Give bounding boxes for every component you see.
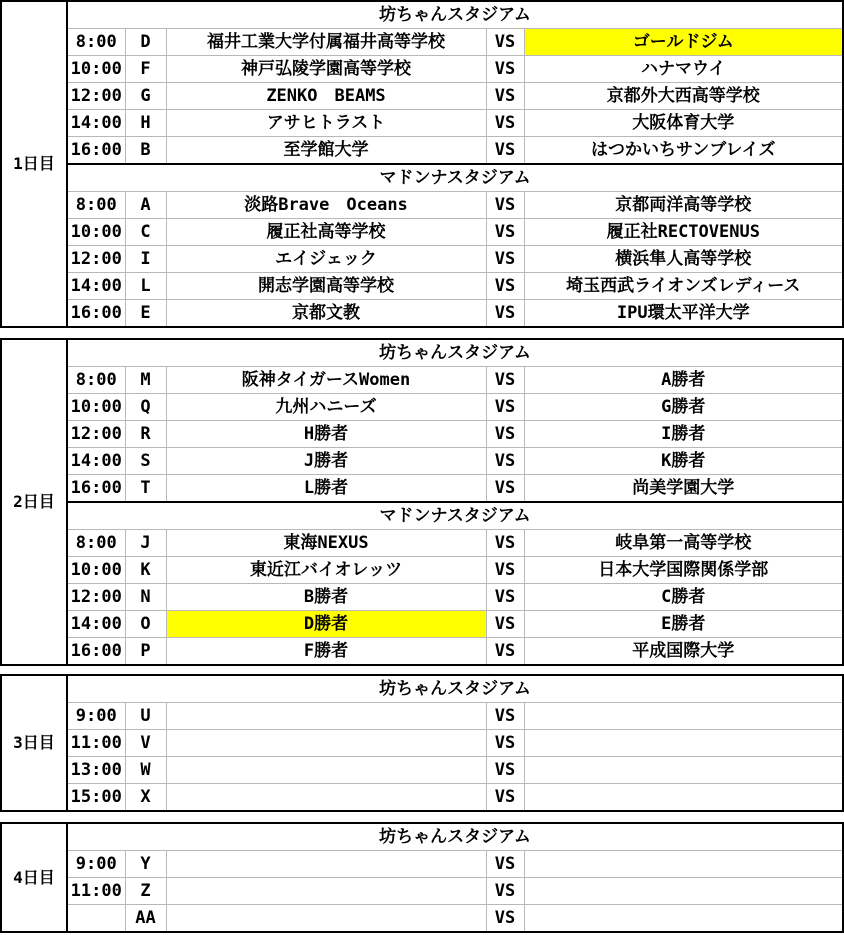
home-team: 神戸弘陵学園高等学校	[166, 56, 486, 83]
away-team: G勝者	[524, 394, 843, 421]
match-time: 16:00	[67, 300, 125, 328]
vs-label: VS	[486, 56, 524, 83]
home-team: L勝者	[166, 475, 486, 503]
match-time: 12:00	[67, 584, 125, 611]
match-time: 13:00	[67, 757, 125, 784]
match-code: H	[125, 110, 166, 137]
vs-label: VS	[486, 273, 524, 300]
match-time: 10:00	[67, 219, 125, 246]
match-code: W	[125, 757, 166, 784]
away-team: 大阪体育大学	[524, 110, 843, 137]
vs-label: VS	[486, 611, 524, 638]
match-time: 14:00	[67, 110, 125, 137]
away-team	[524, 757, 843, 784]
vs-label: VS	[486, 703, 524, 730]
home-team	[166, 730, 486, 757]
vs-label: VS	[486, 110, 524, 137]
match-code: Z	[125, 878, 166, 905]
home-team: 履正社高等学校	[166, 219, 486, 246]
match-row	[1, 300, 843, 328]
home-team: J勝者	[166, 448, 486, 475]
away-team: ゴールドジム	[524, 29, 843, 56]
stadium-header-row	[1, 823, 843, 851]
match-code: T	[125, 475, 166, 503]
vs-label: VS	[486, 475, 524, 503]
away-team: ハナマウイ	[524, 56, 843, 83]
match-time: 10:00	[67, 557, 125, 584]
away-team	[524, 905, 843, 933]
stadium-name: 坊ちゃんスタジアム	[67, 1, 843, 29]
home-team: 至学館大学	[166, 137, 486, 165]
match-code: F	[125, 56, 166, 83]
home-team: H勝者	[166, 421, 486, 448]
away-team: 日本大学国際関係学部	[524, 557, 843, 584]
match-code: O	[125, 611, 166, 638]
away-team: 横浜隼人高等学校	[524, 246, 843, 273]
vs-label: VS	[486, 878, 524, 905]
away-team	[524, 784, 843, 812]
away-team	[524, 851, 843, 878]
match-row	[1, 448, 843, 475]
vs-label: VS	[486, 246, 524, 273]
match-row	[1, 878, 843, 905]
home-team	[166, 784, 486, 812]
stadium-name: 坊ちゃんスタジアム	[67, 823, 843, 851]
away-team: 尚美学園大学	[524, 475, 843, 503]
vs-label: VS	[486, 83, 524, 110]
match-time: 15:00	[67, 784, 125, 812]
away-team: I勝者	[524, 421, 843, 448]
match-row	[1, 557, 843, 584]
home-team: F勝者	[166, 638, 486, 666]
home-team	[166, 905, 486, 933]
match-row	[1, 246, 843, 273]
home-team: ZENKO BEAMS	[166, 83, 486, 110]
vs-label: VS	[486, 905, 524, 933]
vs-label: VS	[486, 757, 524, 784]
away-team: はつかいちサンブレイズ	[524, 137, 843, 165]
match-row	[1, 367, 843, 394]
match-row	[1, 137, 843, 165]
match-time: 14:00	[67, 448, 125, 475]
home-team: 京都文教	[166, 300, 486, 328]
away-team: C勝者	[524, 584, 843, 611]
match-row	[1, 421, 843, 448]
vs-label: VS	[486, 137, 524, 165]
match-row	[1, 905, 843, 933]
match-code: N	[125, 584, 166, 611]
match-row	[1, 56, 843, 83]
match-time: 10:00	[67, 56, 125, 83]
match-time: 8:00	[67, 192, 125, 219]
vs-label: VS	[486, 300, 524, 328]
away-team: 京都外大西高等学校	[524, 83, 843, 110]
day-label: 3日目	[1, 675, 67, 811]
match-row	[1, 851, 843, 878]
match-code: I	[125, 246, 166, 273]
away-team: IPU環太平洋大学	[524, 300, 843, 328]
vs-label: VS	[486, 638, 524, 666]
vs-label: VS	[486, 421, 524, 448]
match-code: S	[125, 448, 166, 475]
match-time: 10:00	[67, 394, 125, 421]
vs-label: VS	[486, 448, 524, 475]
away-team: 履正社RECTOVENUS	[524, 219, 843, 246]
match-time: 11:00	[67, 878, 125, 905]
match-row	[1, 273, 843, 300]
match-time: 16:00	[67, 638, 125, 666]
match-row	[1, 730, 843, 757]
match-row	[1, 29, 843, 56]
away-team: 平成国際大学	[524, 638, 843, 666]
away-team	[524, 878, 843, 905]
day-schedule-table	[0, 338, 844, 666]
match-time: 8:00	[67, 367, 125, 394]
match-row	[1, 638, 843, 666]
match-code: L	[125, 273, 166, 300]
vs-label: VS	[486, 530, 524, 557]
home-team	[166, 703, 486, 730]
vs-label: VS	[486, 730, 524, 757]
match-code: G	[125, 83, 166, 110]
home-team: エイジェック	[166, 246, 486, 273]
day-label: 4日目	[1, 823, 67, 932]
stadium-header-row	[1, 339, 843, 367]
match-code: J	[125, 530, 166, 557]
match-row	[1, 703, 843, 730]
match-time: 14:00	[67, 273, 125, 300]
match-code: K	[125, 557, 166, 584]
home-team: 淡路Brave Oceans	[166, 192, 486, 219]
away-team: A勝者	[524, 367, 843, 394]
vs-label: VS	[486, 851, 524, 878]
match-row	[1, 394, 843, 421]
home-team: 開志学園高等学校	[166, 273, 486, 300]
stadium-name: 坊ちゃんスタジアム	[67, 339, 843, 367]
match-code: AA	[125, 905, 166, 933]
match-code: D	[125, 29, 166, 56]
match-code: A	[125, 192, 166, 219]
match-time: 8:00	[67, 530, 125, 557]
match-code: Q	[125, 394, 166, 421]
day-label: 1日目	[1, 1, 67, 327]
home-team: 東近江バイオレッツ	[166, 557, 486, 584]
match-time: 11:00	[67, 730, 125, 757]
match-time: 14:00	[67, 611, 125, 638]
stadium-name: 坊ちゃんスタジアム	[67, 675, 843, 703]
match-time: 12:00	[67, 246, 125, 273]
home-team	[166, 757, 486, 784]
home-team: 福井工業大学付属福井高等学校	[166, 29, 486, 56]
match-row	[1, 475, 843, 503]
vs-label: VS	[486, 219, 524, 246]
match-row	[1, 110, 843, 137]
day-schedule-table	[0, 0, 844, 328]
match-time: 16:00	[67, 475, 125, 503]
away-team	[524, 730, 843, 757]
match-code: B	[125, 137, 166, 165]
match-time: 8:00	[67, 29, 125, 56]
stadium-header-row	[1, 1, 843, 29]
match-row	[1, 530, 843, 557]
match-code: V	[125, 730, 166, 757]
match-row	[1, 757, 843, 784]
match-code: U	[125, 703, 166, 730]
match-time: 9:00	[67, 851, 125, 878]
home-team: 東海NEXUS	[166, 530, 486, 557]
away-team: 岐阜第一高等学校	[524, 530, 843, 557]
home-team: B勝者	[166, 584, 486, 611]
vs-label: VS	[486, 394, 524, 421]
home-team: 阪神タイガースWomen	[166, 367, 486, 394]
match-row	[1, 611, 843, 638]
vs-label: VS	[486, 29, 524, 56]
match-code: Y	[125, 851, 166, 878]
away-team: 京都両洋高等学校	[524, 192, 843, 219]
home-team	[166, 878, 486, 905]
vs-label: VS	[486, 557, 524, 584]
match-code: E	[125, 300, 166, 328]
match-row	[1, 784, 843, 812]
match-time: 12:00	[67, 83, 125, 110]
home-team: D勝者	[166, 611, 486, 638]
match-code: P	[125, 638, 166, 666]
away-team: K勝者	[524, 448, 843, 475]
match-time	[67, 905, 125, 933]
away-team	[524, 703, 843, 730]
match-row	[1, 192, 843, 219]
day-schedule-table	[0, 822, 844, 933]
stadium-header-row	[1, 502, 843, 530]
match-time: 16:00	[67, 137, 125, 165]
vs-label: VS	[486, 192, 524, 219]
away-team: 埼玉西武ライオンズレディース	[524, 273, 843, 300]
home-team: 九州ハニーズ	[166, 394, 486, 421]
stadium-name: マドンナスタジアム	[67, 502, 843, 530]
match-time: 9:00	[67, 703, 125, 730]
match-code: M	[125, 367, 166, 394]
match-row	[1, 584, 843, 611]
stadium-name: マドンナスタジアム	[67, 164, 843, 192]
day-schedule-table	[0, 674, 844, 812]
day-label: 2日目	[1, 339, 67, 665]
match-row	[1, 219, 843, 246]
home-team: アサヒトラスト	[166, 110, 486, 137]
vs-label: VS	[486, 367, 524, 394]
match-code: X	[125, 784, 166, 812]
away-team: E勝者	[524, 611, 843, 638]
stadium-header-row	[1, 675, 843, 703]
vs-label: VS	[486, 784, 524, 812]
stadium-header-row	[1, 164, 843, 192]
vs-label: VS	[486, 584, 524, 611]
match-time: 12:00	[67, 421, 125, 448]
match-row	[1, 83, 843, 110]
home-team	[166, 851, 486, 878]
match-code: C	[125, 219, 166, 246]
match-code: R	[125, 421, 166, 448]
